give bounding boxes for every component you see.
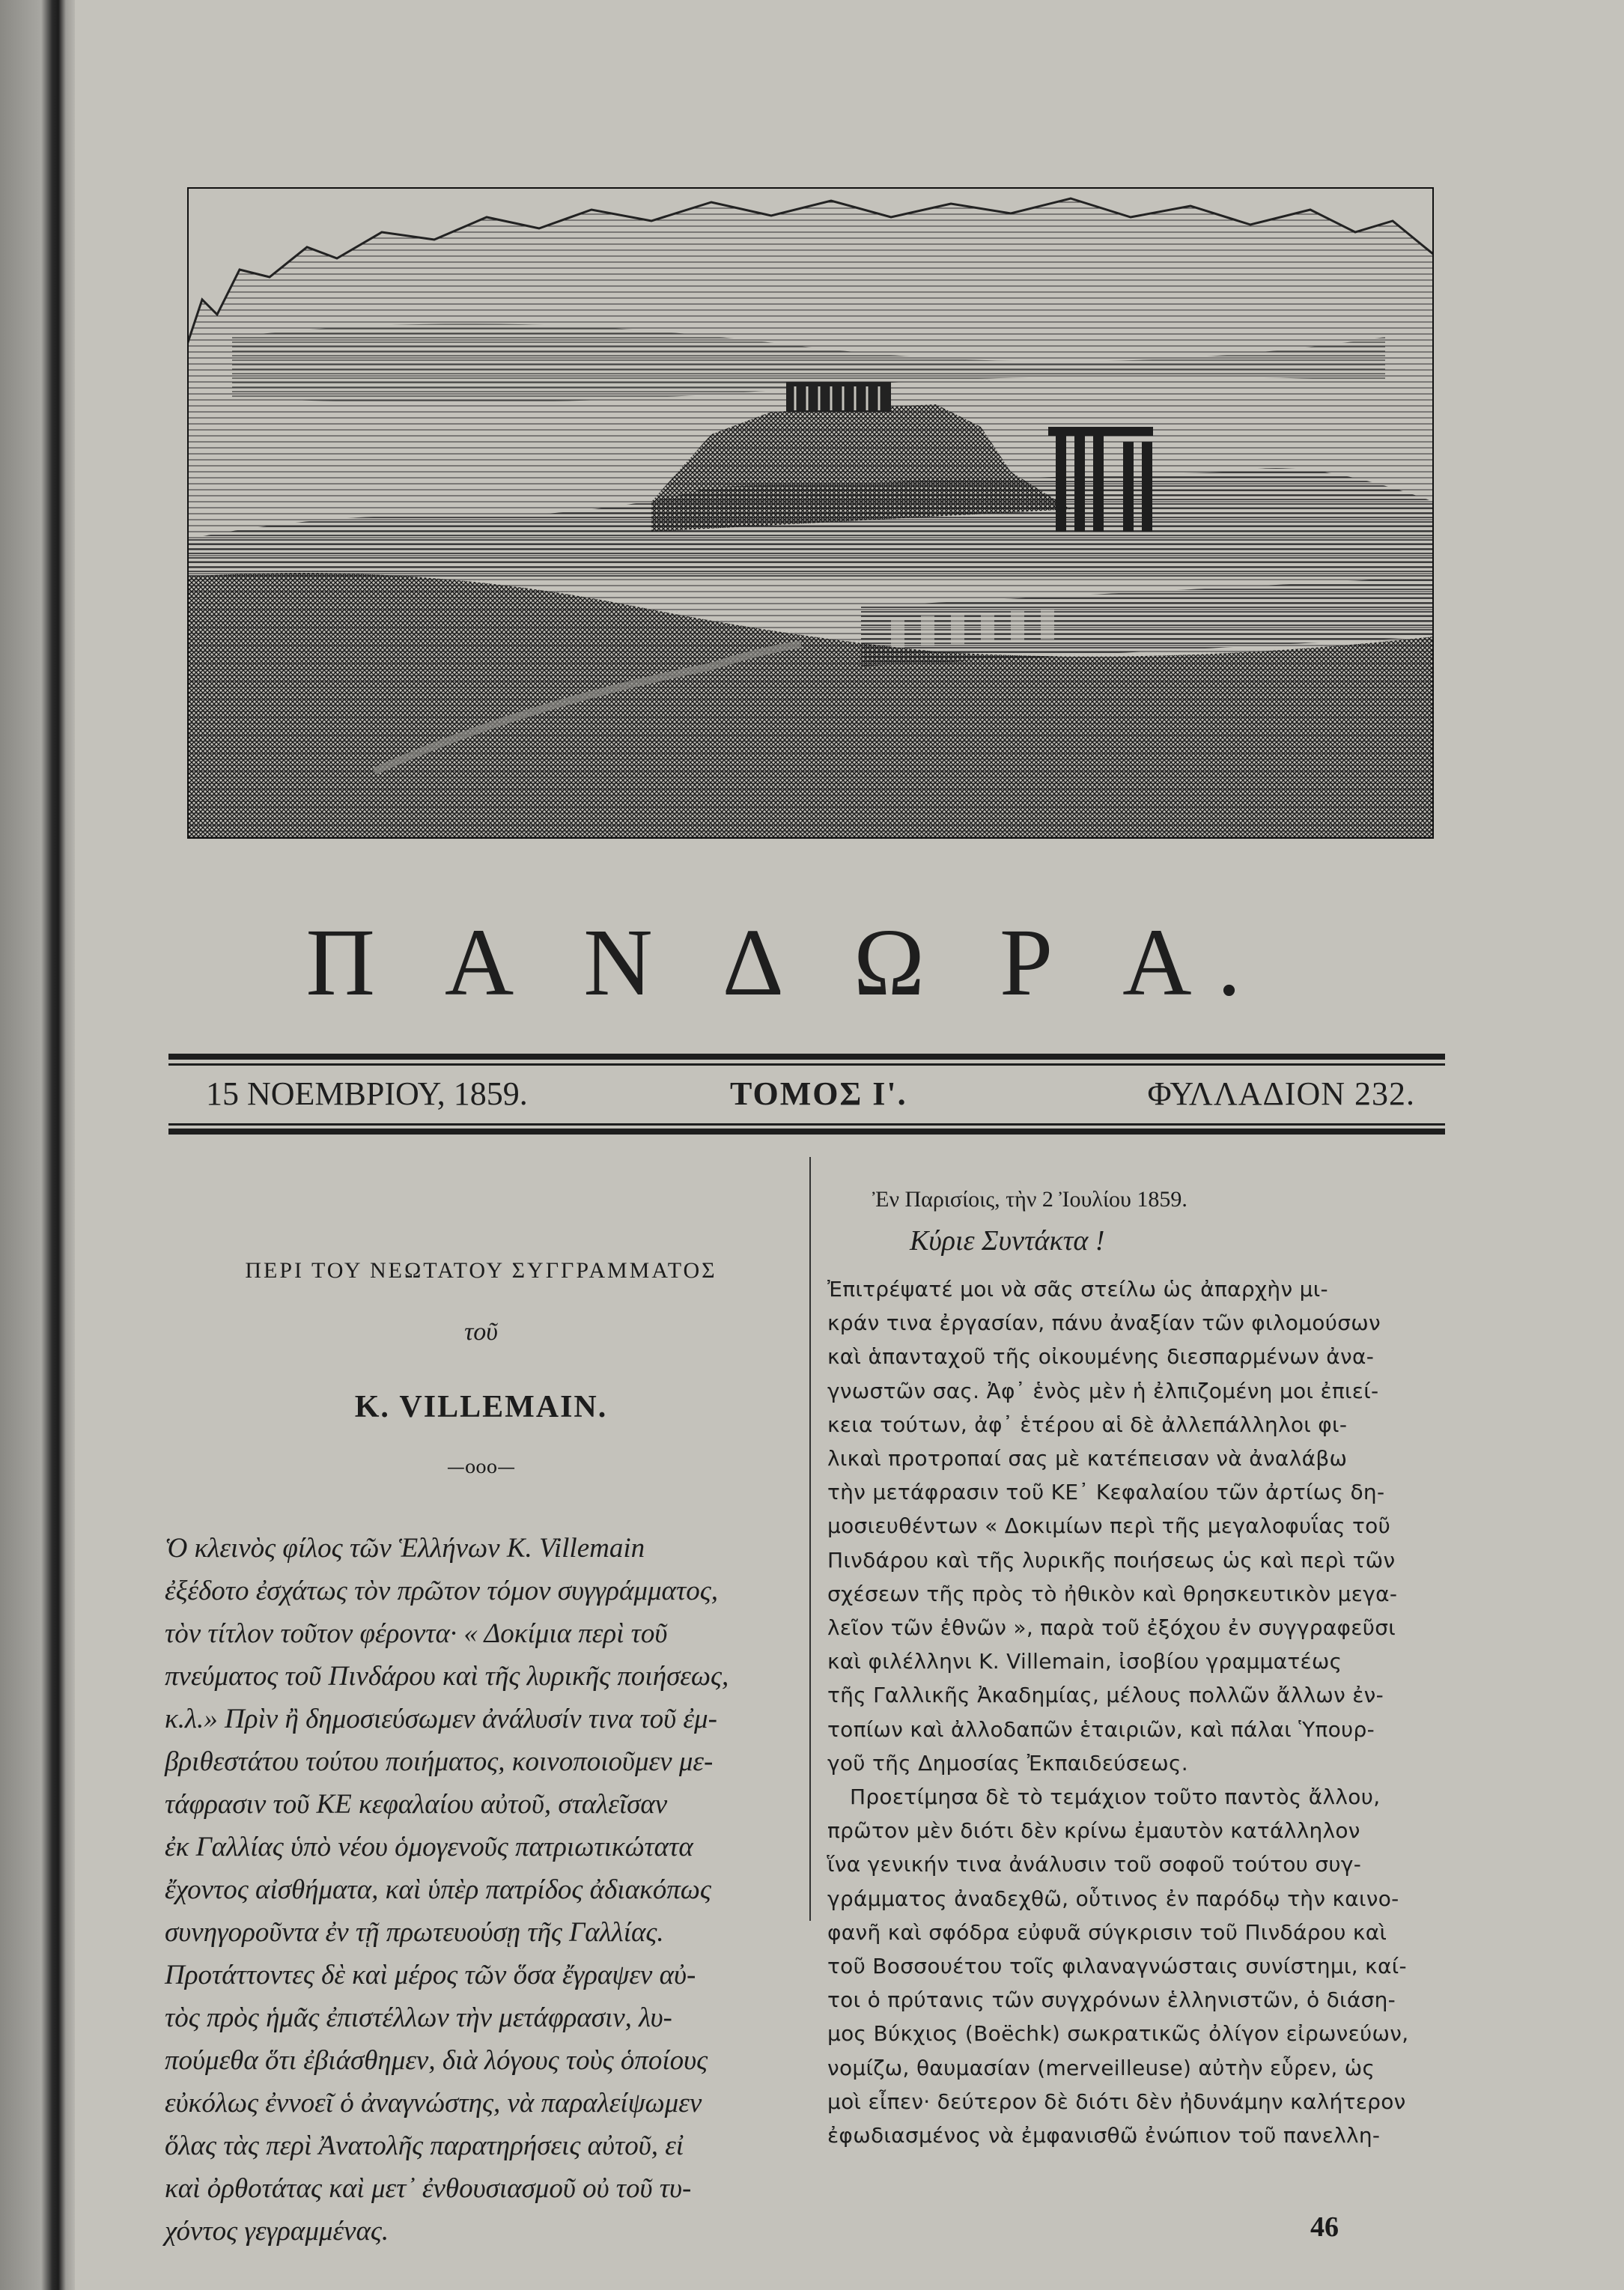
column-divider [809, 1157, 811, 1921]
letter-line: γνωστῶν σας. Ἀφ᾽ ἑνὸς μὲν ἡ ἐλπιζομένη μοι ἐπιεί- [827, 1378, 1379, 1403]
top-rule-thin [168, 1063, 1445, 1066]
page-number: 46 [1310, 2211, 1339, 2243]
letter-line: σχέσεων τῆς πρὸς τὸ ἠθικὸν καὶ θρησκευτικὸν μεγα- [827, 1581, 1398, 1606]
intro-line: εὐκόλως ἐννοεῖ ὁ ἀναγνώστης, νὰ παραλείψωμεν [165, 2088, 702, 2119]
section-separator: —ooo— [446, 1457, 516, 1477]
letter-line: φανῆ καὶ σφόδρα εὐφυᾶ σύγκρισιν τοῦ Πινδάρου καὶ [827, 1919, 1387, 1945]
letter-line: κεια τούτων, ἀφ᾽ ἑτέρου αἱ δὲ ἀλλεπάλληλοι φι- [827, 1412, 1348, 1437]
intro-line: ὅλας τὰς περὶ Ἀνατολῆς παρατηρήσεις αὐτοῦ, εἰ [165, 2130, 684, 2161]
intro-line: ἐξέδοτο ἐσχάτως τὸν πρῶτον τόμον συγγράμματος, [165, 1576, 718, 1606]
article-title: ΠΕΡΙ ΤΟΥ ΝΕΩΤΑΤΟΥ ΣΥΓΓΡΑΜΜΑΤΟΣ [245, 1258, 717, 1283]
letter-line: Ἐπιτρέψατέ μοι νὰ σᾶς στείλω ὡς ἀπαρχὴν μι- [827, 1277, 1328, 1302]
intro-line: καὶ ὀρθοτάτας καὶ μετ᾽ ἐνθουσιασμοῦ οὐ τοῦ τυ- [165, 2173, 692, 2204]
letter-line: κράν τινα ἐργασίαν, πάνυ ἀναξίαν τῶν φιλομούσων [827, 1310, 1381, 1336]
intro-line: Προτάττοντες δὲ καὶ μέρος τῶν ὅσα ἔγραψεν αὐ- [165, 1960, 696, 1990]
letter-line: νομίζω, θαυμασίαν (merveilleuse) αὐτὴν εὗρεν, ὡς [827, 2055, 1375, 2080]
intro-line: πνεύματος τοῦ Πινδάρου καὶ τῆς λυρικῆς ποιήσεως, [165, 1661, 729, 1692]
bottom-rule-thin [168, 1123, 1445, 1126]
intro-line: τὸν τίτλον τοῦτον φέροντα· « Δοκίμια περὶ τοῦ [165, 1618, 668, 1649]
article-author: Κ. VILLEMAIN. [354, 1390, 608, 1424]
letter-dateline: Ἐν Παρισίοις, τὴν 2 Ἰουλίου 1859. [872, 1187, 1187, 1212]
letter-line: τοῦ Βοσσουέτου τοῖς φιλαναγνώσταις συνίστημι, καί- [827, 1954, 1407, 1978]
letter-line: μοὶ εἶπεν· δεύτερον δὲ διότι δὲν ἠδυνάμην καλήτερον [827, 2089, 1406, 2114]
intro-line: Ὁ κλεινὸς φίλος τῶν Ἑλλήνων Κ. Villemain [165, 1533, 645, 1564]
letter-line: πρῶτον μὲν διότι δὲν κρίνω ἐμαυτὸν κατάλληλον [827, 1818, 1360, 1844]
intro-line: χόντος γεγραμμένας. [165, 2216, 389, 2247]
letter-line: Πινδάρου καὶ τῆς λυρικῆς ποιήσεως ὡς καὶ περὶ τῶν [827, 1547, 1396, 1573]
acropolis-engraving [187, 187, 1434, 839]
letter-salutation: Κύριε Συντάκτα ! [910, 1225, 1105, 1257]
intro-line: βριθεστάτου τούτου ποιήματος, κοινοποιοῦμεν με- [165, 1746, 714, 1777]
intro-line: πούμεθα ὅτι ἐβιάσθημεν, διὰ λόγους τοὺς ὁποίους [165, 2045, 708, 2076]
article-connector: τοῦ [464, 1318, 498, 1346]
letter-line: μοσιευθέντων « Δοκιμίων περὶ τῆς μεγαλοφυΐας τοῦ [827, 1513, 1391, 1539]
letter-line: καὶ ἁπανταχοῦ τῆς οἰκουμένης διεσπαρμένων ἀνα- [827, 1344, 1375, 1370]
letter-line: γράμματος ἀναδεχθῶ, οὗτινος ἐν παρόδῳ τὴν καινο- [827, 1886, 1399, 1911]
letter-line: λεῖον τῶν ἐθνῶν », παρὰ τοῦ ἐξόχου ἐν συγγραφεῦσι [827, 1615, 1396, 1640]
intro-line: ἐκ Γαλλίας ὑπὸ νέου ὁμογενοῦς πατριωτικώτατα [165, 1832, 693, 1862]
intro-line: ἔχοντος αἰσθήματα, καὶ ὑπὲρ πατρίδος ἀδιακόπως [165, 1874, 711, 1905]
bottom-rule-thick [168, 1129, 1445, 1135]
intro-line: τὸς πρὸς ἡμᾶς ἐπιστέλλων τὴν μετάφρασιν, λυ- [165, 2002, 672, 2033]
dateline [168, 1067, 1445, 1121]
letter-line: λικαὶ προτροπαί σας μὲ κατέπεισαν νὰ ἀναλάβω [827, 1446, 1348, 1471]
letter-line: καὶ φιλέλληνι Κ. Villemain, ἰσοβίου γραμματέως [827, 1649, 1342, 1674]
issue-number: ΦΥΛΛΑΔΙΟΝ 232. [1147, 1075, 1415, 1112]
letter-line: γοῦ τῆς Δημοσίας Ἐκπαιδεύσεως. [827, 1750, 1188, 1776]
intro-line: κ.λ.» Πρὶν ἢ δημοσιεύσωμεν ἀνάλυσίν τινα τοῦ ἐμ- [165, 1704, 717, 1734]
intro-line: συνηγοροῦντα ἐν τῇ πρωτευούσῃ τῆς Γαλλίας. [165, 1917, 664, 1948]
letter-line: μος Βύκχιος (Boëchk) σωκρατικῶς ὀλίγον εἰρωνεύων, [827, 2021, 1409, 2047]
intro-line: τάφρασιν τοῦ ΚΕ κεφαλαίου αὐτοῦ, σταλεῖσαν [165, 1789, 668, 1820]
book-spine [0, 0, 75, 2290]
letter-line: Προετίμησα δὲ τὸ τεμάχιον τοῦτο παντὸς ἄλλου, [850, 1785, 1381, 1809]
letter-line: ἵνα γενικήν τινα ἀνάλυσιν τοῦ σοφοῦ τούτου συγ- [827, 1852, 1362, 1877]
issue-date: 15 ΝΟΕΜΒΡΙΟΥ, 1859. [206, 1075, 528, 1112]
top-rule-thick [168, 1054, 1445, 1060]
volume-label: ΤΟΜΟΣ Ι'. [730, 1075, 907, 1112]
letter-line: τοπίων καὶ ἀλλοδαπῶν ἑταιριῶν, καὶ πάλαι Ὑπουρ- [827, 1716, 1375, 1742]
letter-line: ἐφωδιασμένος νὰ ἐμφανισθῶ ἐνώπιον τοῦ πανελλη- [827, 2123, 1381, 2148]
letter-line: τὴν μετάφρασιν τοῦ ΚΕ᾽ Κεφαλαίου τῶν ἀρτίως δη- [827, 1480, 1385, 1505]
letter-line: τῆς Γαλλικῆς Ἀκαδημίας, μέλους πολλῶν ἄλλων ἐν- [827, 1683, 1384, 1708]
letter-line: τοι ὁ πρύτανις τῶν συγχρόνων ἑλληνιστῶν, ὁ διάση- [827, 1987, 1396, 2013]
masthead-title: Π Α Ν Δ Ω Ρ Α. [305, 909, 1267, 1015]
